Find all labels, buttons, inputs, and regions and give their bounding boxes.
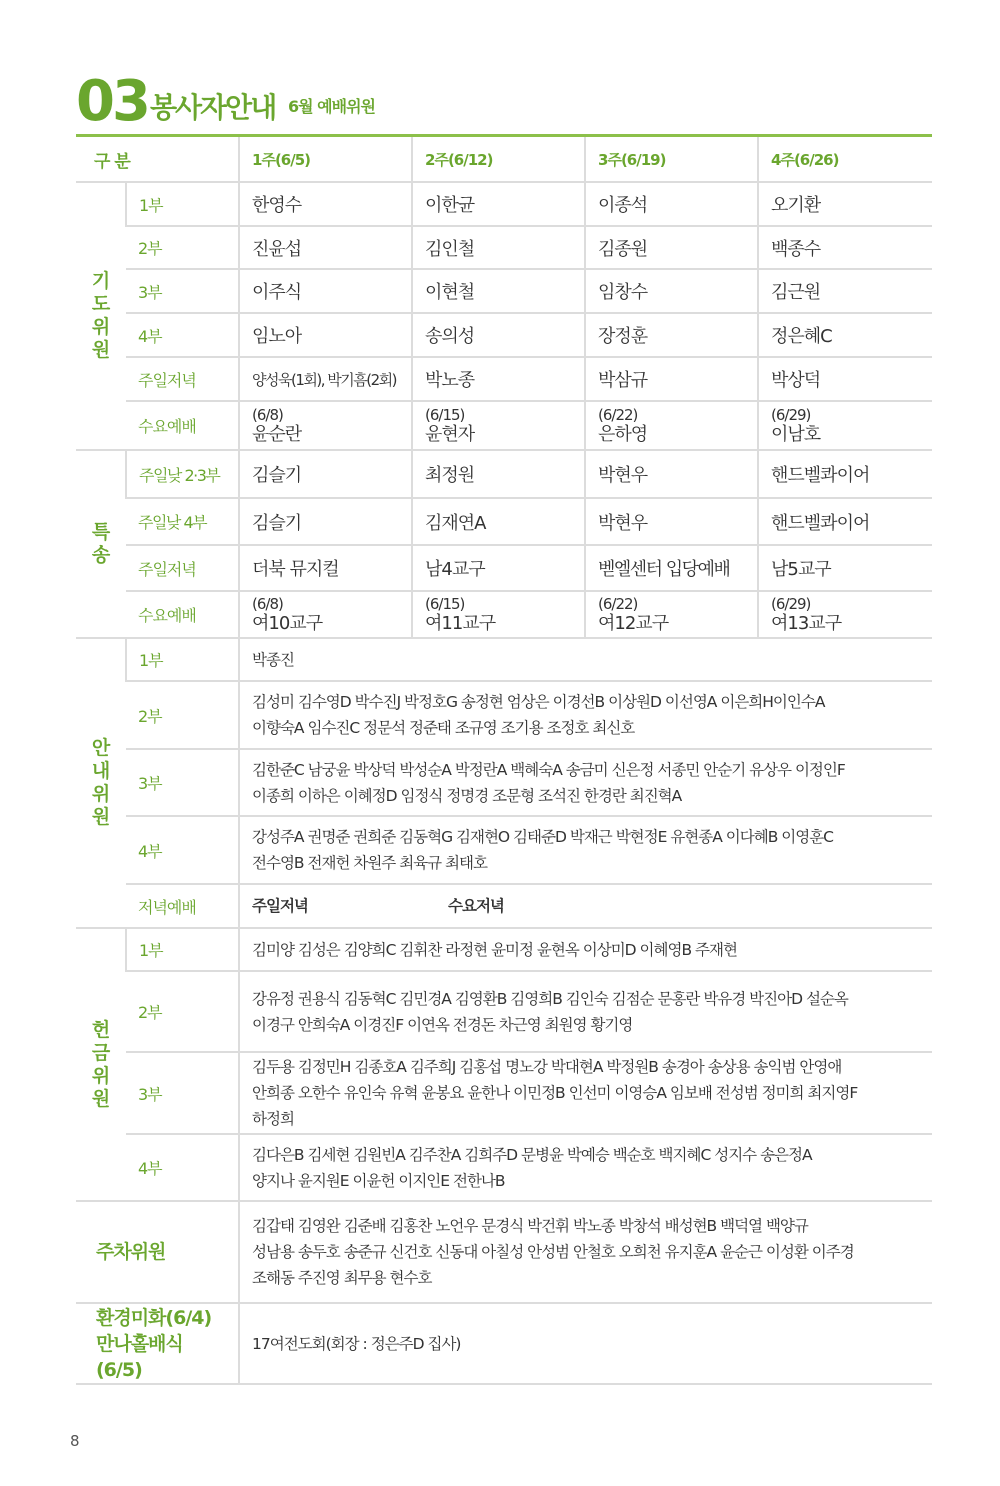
table-row bbox=[76, 749, 932, 816]
sunday-evening-label: 주일저녁 bbox=[252, 897, 308, 915]
header-week-3: 3주(6/19) bbox=[585, 137, 758, 182]
row-label: 3부 bbox=[126, 749, 239, 816]
cell: 남5교구 bbox=[758, 545, 932, 591]
cell: 핸드벨콰이어 bbox=[758, 450, 932, 498]
offering-category: 헌 금 위 원 bbox=[76, 928, 126, 1201]
cell: 장정훈 bbox=[585, 313, 758, 357]
section-header bbox=[76, 69, 936, 134]
names-cell: 박종진 bbox=[239, 638, 932, 681]
cell: 김슬기 bbox=[239, 498, 412, 545]
prayer-category: 기 도 위 원 bbox=[76, 182, 126, 450]
table-row bbox=[76, 591, 932, 638]
header-category: 구 분 bbox=[76, 137, 239, 182]
environment-label: 환경미화(6/4) 만나홀배식(6/5) bbox=[76, 1303, 239, 1384]
section-title: 봉사자안내 bbox=[150, 91, 276, 124]
row-label: 3부 bbox=[126, 1052, 239, 1134]
cell: 이종석 bbox=[585, 182, 758, 226]
cell: 임노아 bbox=[239, 313, 412, 357]
special-category: 특 송 bbox=[76, 450, 126, 638]
names-cell: 김한준C 남궁윤 박상덕 박성순A 박정란A 백혜숙A 송금미 신은정 서종민 안순기 유상우 이정인F 이종희 이하은 이혜정D 임정식 정명경 조문형 조석진 한경란 최진혁A bbox=[239, 749, 932, 816]
usher-category: 안 내 위 원 bbox=[76, 638, 126, 928]
table-row bbox=[76, 269, 932, 313]
cell: 이한균 bbox=[412, 182, 585, 226]
cell: 이현철 bbox=[412, 269, 585, 313]
cell: 송의성 bbox=[412, 313, 585, 357]
table-row bbox=[76, 182, 932, 226]
header-week-2: 2주(6/12) bbox=[412, 137, 585, 182]
table-row bbox=[76, 1134, 932, 1201]
wednesday-evening-label: 수요저녁 bbox=[448, 897, 504, 915]
table-row bbox=[76, 816, 932, 884]
cell: 백종수 bbox=[758, 226, 932, 269]
names-cell: 김다은B 김세현 김원빈A 김주찬A 김희주D 문병윤 박예승 백순호 백지혜C 성지수 송은정A 양지나 윤지원E 이윤헌 이지인E 전한나B bbox=[239, 1134, 932, 1201]
row-label: 수요예배 bbox=[126, 401, 239, 450]
cell: 남4교구 bbox=[412, 545, 585, 591]
table-row bbox=[76, 450, 932, 498]
cell: (6/29) 여13교구 bbox=[758, 591, 932, 638]
cell: 임창수 bbox=[585, 269, 758, 313]
table-row bbox=[76, 1303, 932, 1384]
cell: (6/15) 여11교구 bbox=[412, 591, 585, 638]
parking-label: 주차위원 bbox=[76, 1201, 239, 1303]
table-row bbox=[76, 884, 932, 928]
cell: 김종원 bbox=[585, 226, 758, 269]
row-label: 수요예배 bbox=[126, 591, 239, 638]
cell: 박삼규 bbox=[585, 357, 758, 401]
evening-cell bbox=[239, 884, 932, 928]
cell: 한영수 bbox=[239, 182, 412, 226]
table-row bbox=[76, 226, 932, 269]
table-row bbox=[76, 313, 932, 357]
row-label: 저녁예배 bbox=[126, 884, 239, 928]
table-row bbox=[76, 638, 932, 681]
cell: (6/8) 윤순란 bbox=[239, 401, 412, 450]
cell: 김재연A bbox=[412, 498, 585, 545]
row-label: 4부 bbox=[126, 1134, 239, 1201]
names-cell: 김두용 김정민H 김종호A 김주희J 김홍섭 명노강 박대현A 박정원B 송경아 송상용 송익범 안영애 안희종 오한수 유인숙 유혁 윤봉요 윤한나 이민정B 인선미 이영승A 임보배 전성범 정미희 최지영F 하정희 bbox=[239, 1052, 932, 1134]
row-label: 주일낮 2·3부 bbox=[126, 450, 239, 498]
row-label: 1부 bbox=[126, 182, 239, 226]
cell: 핸드벨콰이어 bbox=[758, 498, 932, 545]
section-number: 03 bbox=[76, 69, 148, 134]
row-label: 주일낮 4부 bbox=[126, 498, 239, 545]
cell: 정은혜C bbox=[758, 313, 932, 357]
header-week-1: 1주(6/5) bbox=[239, 137, 412, 182]
table-header-row bbox=[76, 137, 932, 182]
cell: (6/8) 여10교구 bbox=[239, 591, 412, 638]
table-row bbox=[76, 681, 932, 749]
row-label: 2부 bbox=[126, 971, 239, 1052]
cell: 박현우 bbox=[585, 498, 758, 545]
page-number: 8 bbox=[70, 1432, 80, 1450]
row-label: 주일저녁 bbox=[126, 545, 239, 591]
names-cell: 김성미 김수영D 박수진J 박정호G 송정현 엄상은 이경선B 이상원D 이선영A 이은희H이인수A 이향숙A 임수진C 정문석 정준태 조규영 조기용 조정호 최신호 bbox=[239, 681, 932, 749]
cell: 김슬기 bbox=[239, 450, 412, 498]
cell: (6/22) 은하영 bbox=[585, 401, 758, 450]
cell: 진윤섭 bbox=[239, 226, 412, 269]
row-label: 2부 bbox=[126, 226, 239, 269]
cell: 양성욱(1회), 박기흠(2회) bbox=[239, 357, 412, 401]
section-subtitle: 6월 예배위원 bbox=[288, 97, 375, 116]
cell: 벧엘센터 입당예배 bbox=[585, 545, 758, 591]
table-row bbox=[76, 971, 932, 1052]
names-cell: 강유정 권용식 김동혁C 김민경A 김영환B 김영희B 김인숙 김점순 문홍란 박유경 박진아D 설순옥 이경구 안희숙A 이경진F 이연옥 전경돈 차근영 최원영 황기영 bbox=[239, 971, 932, 1052]
row-label: 2부 bbox=[126, 681, 239, 749]
table-row bbox=[76, 357, 932, 401]
volunteer-table bbox=[76, 137, 932, 1385]
cell: (6/29) 이남호 bbox=[758, 401, 932, 450]
cell: 오기환 bbox=[758, 182, 932, 226]
cell: (6/22) 여12교구 bbox=[585, 591, 758, 638]
cell: 박현우 bbox=[585, 450, 758, 498]
cell: 김근원 bbox=[758, 269, 932, 313]
row-label: 3부 bbox=[126, 269, 239, 313]
row-label: 1부 bbox=[126, 638, 239, 681]
row-label: 1부 bbox=[126, 928, 239, 971]
cell: (6/15) 윤현자 bbox=[412, 401, 585, 450]
cell: 이주식 bbox=[239, 269, 412, 313]
cell: 박노종 bbox=[412, 357, 585, 401]
names-cell: 김갑태 김영완 김준배 김홍찬 노언우 문경식 박건휘 박노종 박창석 배성현B 백덕열 백양규 성남용 송두호 송준규 신건호 신동대 아칠성 안성범 안철호 오희천 유지훈A 윤순근 이성환 이주경 조해동 주진영 최무용 현수호 bbox=[239, 1201, 932, 1303]
table-row bbox=[76, 1201, 932, 1303]
cell: 김인철 bbox=[412, 226, 585, 269]
row-label: 4부 bbox=[126, 313, 239, 357]
table-row bbox=[76, 1052, 932, 1134]
header-week-4: 4주(6/26) bbox=[758, 137, 932, 182]
cell: 더북 뮤지컬 bbox=[239, 545, 412, 591]
names-cell: 강성주A 권명준 권희준 김동혁G 김재현O 김태준D 박재근 박현정E 유현종A 이다혜B 이영훈C 전수영B 전재헌 차원주 최육규 최태호 bbox=[239, 816, 932, 884]
table-row bbox=[76, 545, 932, 591]
names-cell: 17여전도회(회장 : 정은주D 집사) bbox=[239, 1303, 932, 1384]
cell: 최정원 bbox=[412, 450, 585, 498]
table-row bbox=[76, 401, 932, 450]
row-label: 주일저녁 bbox=[126, 357, 239, 401]
table-row bbox=[76, 928, 932, 971]
cell: 박상덕 bbox=[758, 357, 932, 401]
names-cell: 김미양 김성은 김양희C 김휘찬 라정현 윤미정 윤현옥 이상미D 이혜영B 주재현 bbox=[239, 928, 932, 971]
row-label: 4부 bbox=[126, 816, 239, 884]
table-row bbox=[76, 498, 932, 545]
